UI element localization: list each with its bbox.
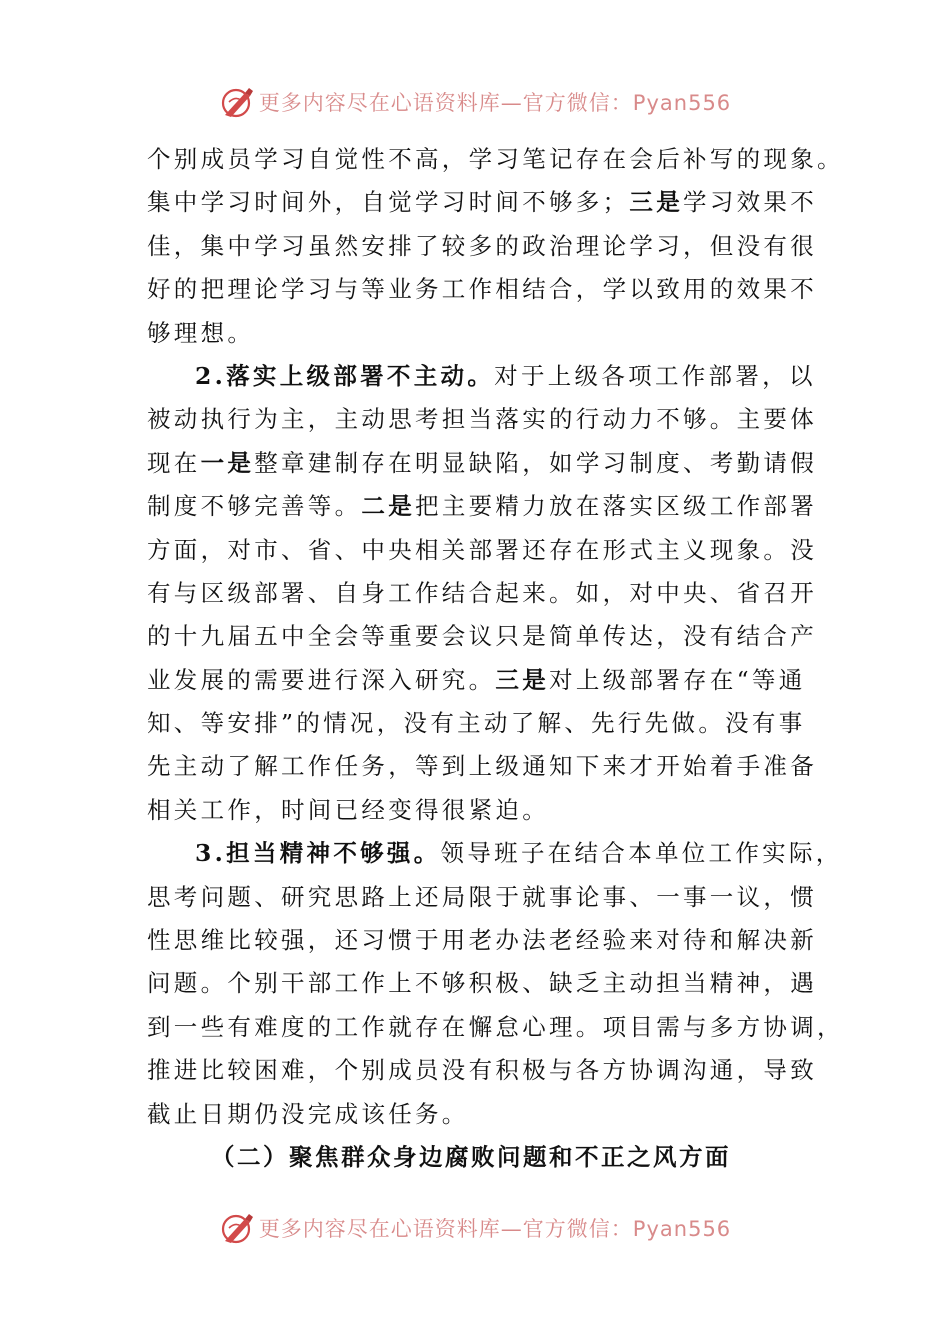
item-heading: 3.担当精神不够强。 bbox=[195, 839, 441, 868]
text-line: 截止日期仍没完成该任务。 bbox=[147, 1099, 469, 1128]
document-body bbox=[147, 138, 844, 1179]
text-line: 问题。个别干部工作上不够积极、缺乏主动担当精神，遇 bbox=[147, 969, 817, 998]
header-watermark-text: 更多内容尽在心语资料库—官方微信：Pyan556 bbox=[258, 91, 732, 115]
pen-logo-icon bbox=[219, 1210, 255, 1246]
text-line: 业发展的需要进行深入研究。三是对上级部署存在“等通 bbox=[147, 665, 806, 694]
item-heading: 2.落实上级部署不主动。 bbox=[195, 361, 495, 390]
text-line: 有与区级部署、自身工作结合起来。如，对中央、省召开 bbox=[147, 578, 817, 607]
text-line: 好的把理论学习与等业务工作相结合，学以致用的效果不 bbox=[147, 275, 817, 304]
pen-logo-icon bbox=[219, 84, 255, 120]
text-line: 2.落实上级部署不主动。对于上级各项工作部署，以 bbox=[195, 361, 816, 390]
section-heading: （二）聚焦群众身边腐败问题和不正之风方面 bbox=[211, 1142, 731, 1171]
text-line: 思考问题、研究思路上还局限于就事论事、一事一议，惯 bbox=[147, 882, 817, 911]
text-line: 现在一是整章建制存在明显缺陷，如学习制度、考勤请假 bbox=[147, 448, 818, 477]
text-line: 够理想。 bbox=[147, 318, 255, 347]
text-line: 到一些有难度的工作就存在懈怠心理。项目需与多方协调， bbox=[147, 1012, 844, 1041]
text-line: 制度不够完善等。二是把主要精力放在落实区级工作部署 bbox=[147, 492, 818, 521]
text-line: 佳，集中学习虽然安排了较多的政治理论学习，但没有很 bbox=[147, 231, 817, 260]
text-line: 个别成员学习自觉性不高，学习笔记存在会后补写的现象。 bbox=[147, 145, 844, 173]
text-line: 知、等安排”的情况，没有主动了解、先行先做。没有事 bbox=[147, 709, 806, 738]
text-line: 集中学习时间外，自觉学习时间不够多；三是学习效果不 bbox=[147, 188, 818, 217]
text-line: 方面，对市、省、中央相关部署还存在形式主义现象。没 bbox=[147, 535, 817, 564]
text-line: 被动执行为主，主动思考担当落实的行动力不够。主要体 bbox=[147, 405, 817, 434]
text-line: 先主动了解工作任务，等到上级通知下来才开始着手准备 bbox=[147, 752, 817, 781]
footer-watermark-text: 更多内容尽在心语资料库—官方微信：Pyan556 bbox=[258, 1217, 732, 1241]
text-line: 性思维比较强，还习惯于用老办法老经验来对待和解决新 bbox=[147, 926, 817, 955]
text-line: 推进比较困难，个别成员没有积极与各方协调沟通，导致 bbox=[147, 1056, 817, 1085]
text-line: 相关工作，时间已经变得很紧迫。 bbox=[147, 795, 549, 824]
header-watermark bbox=[0, 82, 950, 122]
footer-watermark bbox=[0, 1208, 950, 1248]
text-line: 3.担当精神不够强。领导班子在结合本单位工作实际， bbox=[195, 839, 843, 868]
text-line: 的十九届五中全会等重要会议只是简单传达，没有结合产 bbox=[147, 622, 817, 651]
